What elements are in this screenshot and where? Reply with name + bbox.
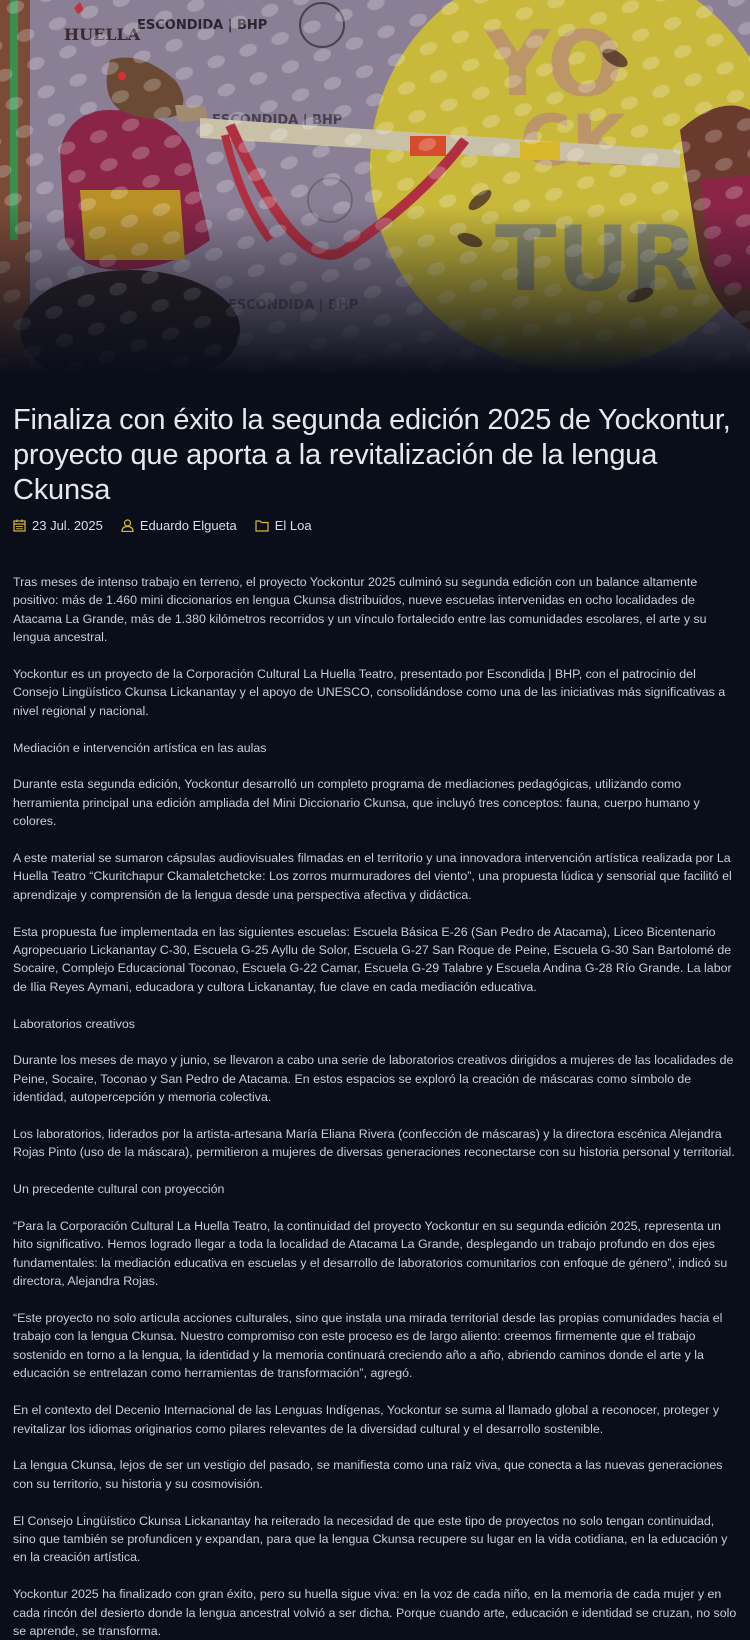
meta-author-link[interactable]: Eduardo Elgueta <box>139 518 237 533</box>
folder-icon <box>255 519 269 532</box>
article <box>0 403 750 1640</box>
article-paragraph: Durante esta segunda edición, Yockontur desarrolló un completo programa de mediaciones pedagógicas, utilizando como herramienta principal una edición ampliada del Mini Diccionario Ckunsa, que incluyó tres conceptos: fauna, cuerpo humano y colores. <box>13 777 700 829</box>
article-paragraph: Un precedente cultural con proyección <box>13 1182 225 1197</box>
user-icon <box>121 519 134 532</box>
article-body <box>13 573 737 1640</box>
hero-image <box>0 0 750 375</box>
article-paragraph: Tras meses de intenso trabajo en terreno, el proyecto Yockontur 2025 culminó su segunda edición con un balance altamente positivo: más de 1.460 mini diccionarios en lengua Ckunsa distribuidos, nueve escuelas intervenidas en ocho localidades de Atacama La Grande, más de 1.380 kilómetros recorridos y un vínculo fortalecido entre las comunidades escolares, el arte y su lengua ancestral. <box>13 575 707 645</box>
article-paragraph: “Para la Corporación Cultural La Huella Teatro, la continuidad del proyecto Yockontur en su segunda edición 2025, representa un hito significativo. Hemos logrado llegar a toda la localidad de Atacama La Grande, desplegando un trabajo profundo en dos ejes fundamentales: la mediación educativa en escuelas y el desarrollo de laboratorios comunitarios con enfoque de género”, indicó su directora, Alejandra Rojas. <box>13 1219 728 1289</box>
meta-date <box>13 518 103 533</box>
calendar-icon <box>13 519 26 532</box>
article-paragraph: Los laboratorios, liderados por la artista-artesana María Eliana Rivera (confección de máscaras) y la directora escénica Alejandra Rojas Pinto (uso de la máscara), permitieron a mujeres de diversas generaciones reconectarse con su historia personal y territorial. <box>13 1127 735 1160</box>
article-paragraph: Yockontur 2025 ha finalizado con gran éxito, pero su huella sigue viva: en la voz de cada niño, en la memoria de cada mujer y en cada rincón del desierto donde la lengua ancestral volvió a ser dicha. Porque cuando arte, educación e identidad se cruzan, no solo se aprende, se transforma. <box>13 1587 737 1638</box>
hero-illustration <box>0 0 750 375</box>
article-paragraph: A este material se sumaron cápsulas audiovisuales filmadas en el territorio y una innovadora intervención artística realizada por La Huella Teatro “Ckuritchapur Ckamaletchetcke: Los zorros murmuradores del viento”, una propuesta lúdica y sensorial que facilitó el aprendizaje y comprensión de la lengua desde una perspectiva afectiva y didáctica. <box>13 851 732 902</box>
meta-category-link[interactable]: El Loa <box>274 518 312 533</box>
article-paragraph: La lengua Ckunsa, lejos de ser un vestigio del pasado, se manifiesta como una raíz viva, que conecta a las nuevas generaciones con su territorio, su historia y su cosmovisión. <box>13 1458 723 1491</box>
article-paragraph: El Consejo Lingüístico Ckunsa Lickanantay ha reiterado la necesidad de que este tipo de proyectos no solo tengan continuidad, sino que también se profundicen y expandan, para que la lengua Ckunsa recupere su lugar en la vida cotidiana, en la educación y en la creación artística. <box>13 1513 728 1565</box>
article-paragraph: “Este proyecto no solo articula acciones culturales, sino que instala una mirada territorial desde las propias comunidades hacia el trabajo con la lengua Ckunsa. Nuestro compromiso con este proceso es de largo aliento: creemos firmemente que el trabajo sostenido en torno a la lengua, la identidad y la memoria continuará creciendo año a año, abriendo caminos donde el arte y la educación se entrelazan como herramientas de transformación”, agregó. <box>13 1311 723 1381</box>
meta-category[interactable] <box>255 518 312 533</box>
meta-author[interactable] <box>121 518 237 533</box>
article-paragraph: Durante los meses de mayo y junio, se llevaron a cabo una serie de laboratorios creativos dirigidos a mujeres de las localidades de Peine, Socaire, Toconao y San Pedro de Atacama. En estos espacios se exploró la creación de máscaras como símbolo de identidad, autopercepción y memoria colectiva. <box>13 1053 734 1105</box>
meta-date-text: 23 Jul. 2025 <box>32 518 103 533</box>
article-paragraph: Esta propuesta fue implementada en las siguientes escuelas: Escuela Básica E-26 (San Pedro de Atacama), Liceo Bicentenario Agropecuario Lickanantay C-30, Escuela G-25 Ayllu de Solor, Escuela G-27 San Roque de Peine, Escuela G-30 San Bartolomé de Socaire, Complejo Educacional Toconao, Escuela G-22 Camar, Escuela G-29 Talabre y Escuela Andina G-28 Río Grande. La labor de Ilia Reyes Aymani, educadora y cultora Lickanantay, fue clave en cada mediación educativa. <box>13 924 732 994</box>
article-paragraph: Yockontur es un proyecto de la Corporación Cultural La Huella Teatro, presentado por Escondida | BHP, con el patrocinio del Consejo Lingüístico Ckunsa Lickanantay y el apoyo de UNESCO, consolidándose como una de las iniciativas más significativas a nivel regional y nacional. <box>13 667 726 718</box>
article-title: Finaliza con éxito la segunda edición 2025 de Yockontur, proyecto que aporta a la revitalización de la lengua Ckunsa <box>13 404 731 506</box>
article-meta <box>13 518 737 533</box>
article-paragraph: Mediación e intervención artística en las aulas <box>13 740 267 755</box>
article-paragraph: Laboratorios creativos <box>13 1016 135 1031</box>
article-paragraph: En el contexto del Decenio Internacional de las Lenguas Indígenas, Yockontur se suma al llamado global a reconocer, proteger y revitalizar los idiomas originarios como pilares relevantes de la diversidad cultural y el desarrollo sostenible. <box>13 1403 720 1436</box>
